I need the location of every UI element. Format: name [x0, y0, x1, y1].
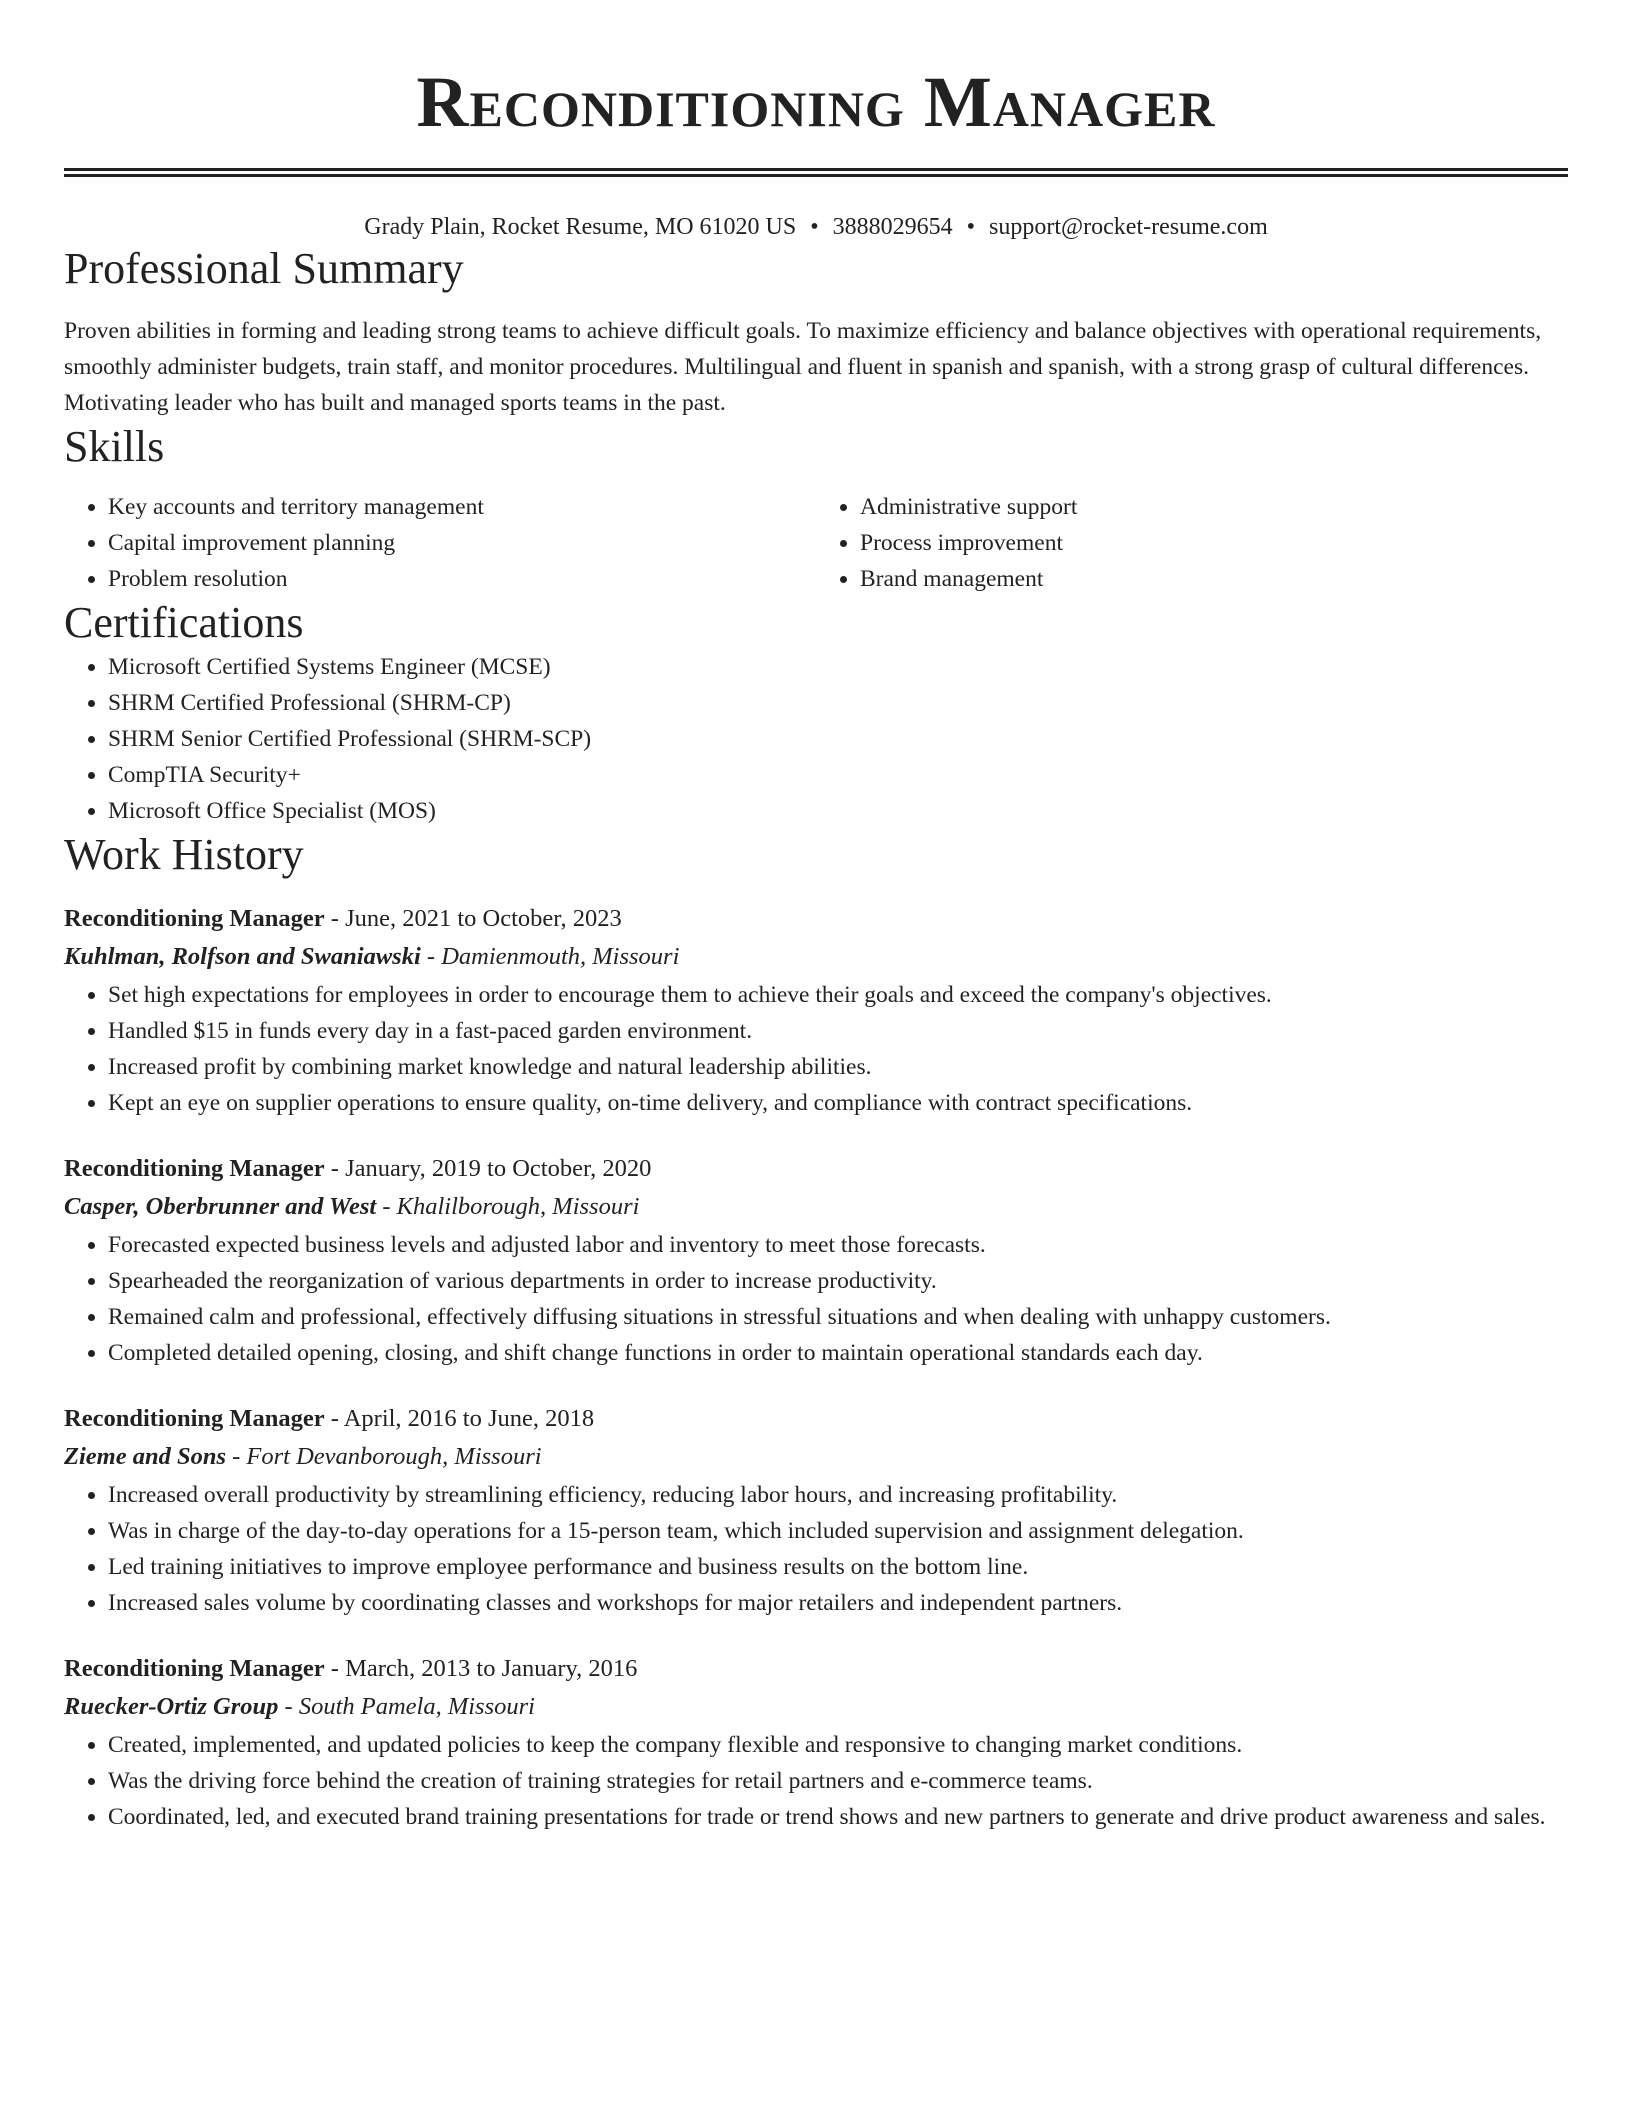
contact-line — [64, 211, 1568, 243]
job-bullet: • Handled $15 in funds every day in a fast-paced garden environment. — [108, 1013, 1568, 1049]
job-bullet: • Increased profit by combining market knowledge and natural leadership abilities. — [108, 1049, 1568, 1085]
job-bullet: • Completed detailed opening, closing, and shift change functions in order to maintain operational standards each day. — [108, 1335, 1568, 1371]
job-entry — [64, 1151, 1568, 1371]
job-bullet: • Kept an eye on supplier operations to ensure quality, on-time delivery, and compliance with contract specifications. — [108, 1085, 1568, 1121]
summary-heading: Professional Summary — [64, 244, 464, 293]
job-header — [64, 1651, 1568, 1687]
job-dates: March, 2013 to January, 2016 — [345, 1655, 638, 1682]
job-location: South Pamela, Missouri — [298, 1693, 535, 1720]
job-entry — [64, 1651, 1568, 1835]
job-bullet: • Was in charge of the day-to-day operations for a 15-person team, which included supervision and assignment delegation. — [108, 1513, 1568, 1549]
job-company: Zieme and Sons — [64, 1443, 226, 1470]
job-dates: April, 2016 to June, 2018 — [343, 1405, 595, 1432]
job-header — [64, 1151, 1568, 1187]
job-dash: - — [376, 1193, 397, 1220]
job-title: Reconditioning Manager — [64, 1405, 325, 1432]
job-dash: - — [324, 1655, 346, 1682]
job-title: Reconditioning Manager — [64, 1155, 325, 1182]
title-divider — [64, 168, 1568, 177]
job-title: Reconditioning Manager — [64, 905, 325, 932]
certifications-list — [64, 649, 1568, 829]
job-bullet: • Was the driving force behind the creation of training strategies for retail partners and e-commerce teams. — [108, 1763, 1568, 1799]
job-bullet: • Increased sales volume by coordinating classes and workshops for major retailers and independent partners. — [108, 1585, 1568, 1621]
job-dates: January, 2019 to October, 2020 — [345, 1155, 652, 1182]
job-company: Ruecker-Ortiz Group — [64, 1693, 279, 1720]
job-company: Casper, Oberbrunner and West — [64, 1193, 377, 1220]
job-title: Reconditioning Manager — [64, 1655, 325, 1682]
job-bullets — [64, 1477, 1568, 1621]
job-bullet: • Set high expectations for employees in order to encourage them to achieve their goals and exceed the company's objectives. — [108, 977, 1568, 1013]
job-employer — [64, 1187, 1568, 1227]
job-location: Damienmouth, Missouri — [441, 943, 680, 970]
job-bullet: • Forecasted expected business levels and adjusted labor and inventory to meet those forecasts. — [108, 1227, 1568, 1263]
job-dash: - — [278, 1693, 299, 1720]
job-bullet: • Coordinated, led, and executed brand training presentations for trade or trend shows and new partners to generate and drive product awareness and sales. — [108, 1799, 1568, 1835]
contact-phone: 3888029654 — [832, 214, 953, 240]
job-employer — [64, 1437, 1568, 1477]
job-bullets — [64, 977, 1568, 1121]
job-dates: June, 2021 to October, 2023 — [345, 905, 622, 932]
job-bullet: • Increased overall productivity by streamlining efficiency, reducing labor hours, and increasing profitability. — [108, 1477, 1568, 1513]
contact-separator: • — [810, 214, 819, 240]
skill-item: • Key accounts and territory management — [108, 489, 816, 525]
job-dash: - — [420, 943, 442, 970]
skill-item: • Administrative support — [860, 489, 1568, 525]
job-dash: - — [324, 1155, 346, 1182]
resume-title: Reconditioning Manager — [416, 62, 1216, 142]
job-bullets — [64, 1727, 1568, 1835]
job-dash: - — [226, 1443, 247, 1470]
job-header — [64, 901, 1568, 937]
certification-item: • CompTIA Security+ — [108, 757, 1568, 793]
contact-separator: • — [966, 214, 976, 240]
skill-item: • Brand management — [860, 561, 1568, 597]
certification-item: • Microsoft Office Specialist (MOS) — [108, 793, 1568, 829]
job-entry — [64, 1401, 1568, 1621]
summary-text: Proven abilities in forming and leading strong teams to achieve difficult goals. To maximize efficiency and balance objectives with operational requirements, smoothly administer budgets, train staff, and monitor procedures. Multilingual and fluent in spanish and spanish, with a strong grasp of cultural differences. Motivating leader who has built and managed sports teams in the past. — [64, 318, 1542, 416]
job-bullets — [64, 1227, 1568, 1371]
certification-item: • SHRM Senior Certified Professional (SHRM-SCP) — [108, 721, 1568, 757]
skill-item: • Process improvement — [860, 525, 1568, 561]
certification-item: • Microsoft Certified Systems Engineer (MCSE) — [108, 649, 1568, 685]
job-dash: - — [324, 1405, 344, 1432]
skill-item: • Capital improvement planning — [108, 525, 816, 561]
skills-list-left — [64, 489, 816, 597]
certifications-heading: Certifications — [64, 598, 304, 647]
job-bullet: • Remained calm and professional, effectively diffusing situations in stressful situations and when dealing with unhappy customers. — [108, 1299, 1568, 1335]
job-bullet: • Spearheaded the reorganization of various departments in order to increase productivity. — [108, 1263, 1568, 1299]
job-company: Kuhlman, Rolfson and Swaniawski — [64, 943, 421, 970]
certification-item: • SHRM Certified Professional (SHRM-CP) — [108, 685, 1568, 721]
work-history-heading: Work History — [64, 830, 304, 879]
job-location: Fort Devanborough, Missouri — [246, 1443, 542, 1470]
skills-grid — [64, 489, 1568, 597]
contact-address: Grady Plain, Rocket Resume, MO 61020 US — [364, 214, 797, 240]
job-employer — [64, 937, 1568, 977]
skills-list-right — [816, 489, 1568, 597]
job-bullet: • Created, implemented, and updated policies to keep the company flexible and responsive to changing market conditions. — [108, 1727, 1568, 1763]
job-bullet: • Led training initiatives to improve employee performance and business results on the bottom line. — [108, 1549, 1568, 1585]
skill-item: • Problem resolution — [108, 561, 816, 597]
job-dash: - — [324, 905, 346, 932]
contact-email: support@rocket-resume.com — [989, 214, 1268, 240]
job-employer — [64, 1687, 1568, 1727]
skills-heading: Skills — [64, 422, 165, 471]
job-location: Khalilborough, Missouri — [396, 1193, 640, 1220]
job-header — [64, 1401, 1568, 1437]
job-entry — [64, 901, 1568, 1121]
